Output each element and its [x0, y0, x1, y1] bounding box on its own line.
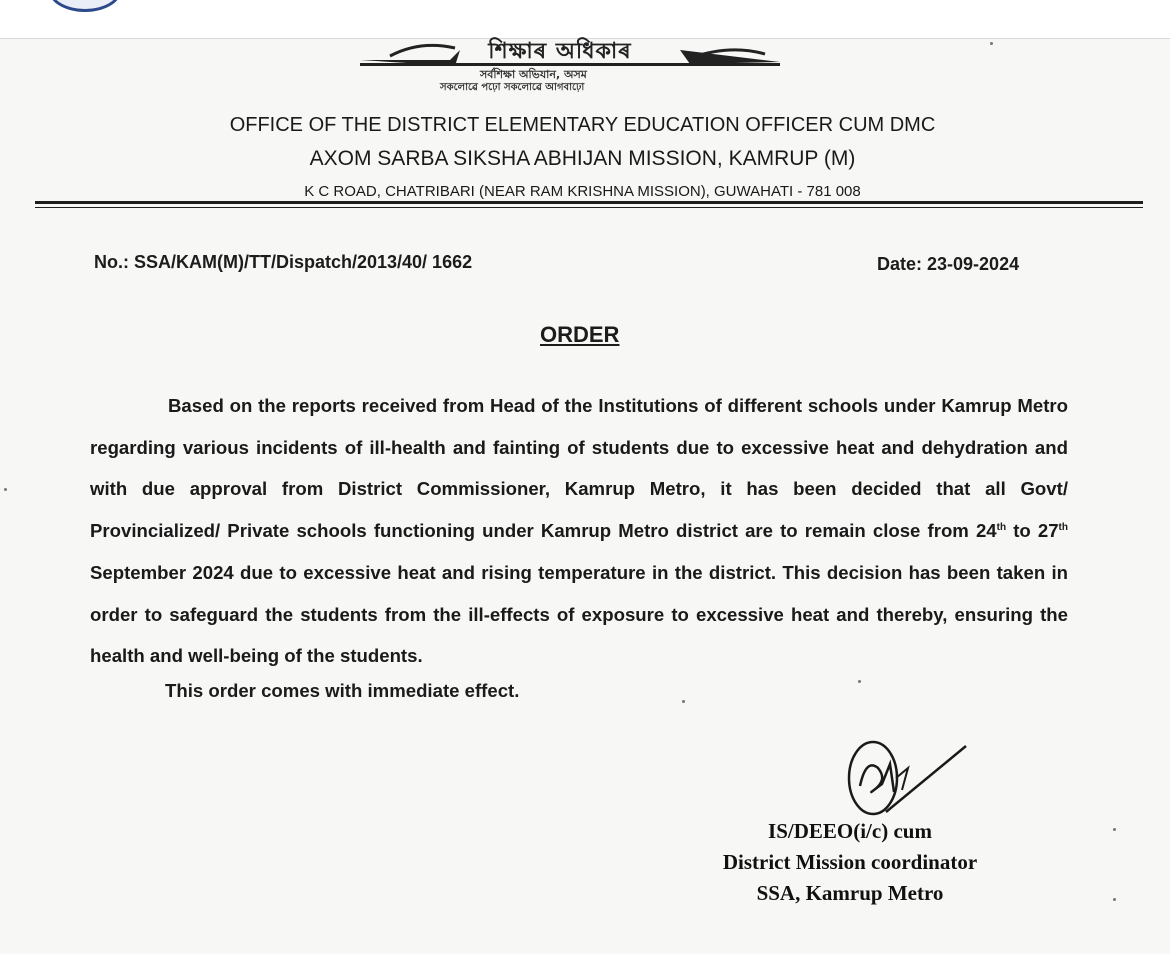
signatory-role: District Mission coordinator	[722, 850, 978, 874]
emblem-motto: সকলোৱে পঢ়ো সকলোৱে আগবাঢ়ো	[440, 82, 585, 93]
emblem-title: শিক্ষাৰ অধিকাৰ	[488, 39, 632, 64]
handwritten-signature	[838, 738, 973, 828]
signatory-designation: IS/DEEO(i/c) cum	[768, 819, 932, 843]
order-body-paragraph	[90, 385, 1068, 677]
header-rule-thin	[35, 207, 1143, 208]
reference-number: No.: SSA/KAM(M)/TT/Dispatch/2013/40/ 1662	[94, 252, 473, 272]
office-address: K C ROAD, CHATRIBARI (NEAR RAM KRISHNA MISSION), GUWAHATI - 781 008	[304, 183, 861, 200]
mission-name: AXOM SARBA SIKSHA ABHIJAN MISSION, KAMRUP (M)	[309, 147, 856, 170]
scan-speck	[858, 680, 861, 683]
ordinal-suffix: th	[996, 521, 1007, 533]
scan-speck	[682, 700, 685, 703]
order-effect-line: This order comes with immediate effect.	[165, 680, 520, 701]
header-rule-thick	[35, 201, 1143, 204]
signatory-block	[690, 816, 1010, 909]
viewer-top-bar	[0, 0, 1170, 39]
profile-avatar[interactable]	[48, 0, 122, 12]
ordinal-suffix: th	[1058, 521, 1068, 533]
order-title: ORDER	[540, 322, 620, 347]
scan-speck	[1113, 828, 1116, 831]
order-text-part3: September 2024 due to excessive heat and rising temperature in the district. This decision has been taken in order to safeguard the students from the ill-effects of exposure to excessive heat and thereby, ensuring the health and well-being of the students.	[90, 561, 1068, 667]
order-text-part2: to 27	[1006, 520, 1059, 542]
order-date: Date: 23-09-2024	[877, 254, 1020, 274]
scan-speck	[1113, 898, 1116, 901]
order-text-part1: Based on the reports received from Head of the Institutions of different schools under Kamrup Metro regarding various incidents of ill-health and fainting of students due to excessive heat and dehydration and with due approval from District Commissioner, Kamrup Metro, it has been decided that all Govt/ Provincialized/ Private schools functioning under Kamrup Metro district are to remain close from 24	[90, 395, 1068, 542]
emblem-subtitle: সৰ্বশিক্ষা অভিযান, অসম	[480, 68, 587, 81]
scan-speck	[4, 488, 7, 491]
signatory-office: SSA, Kamrup Metro	[756, 881, 944, 905]
office-name: OFFICE OF THE DISTRICT ELEMENTARY EDUCATION OFFICER CUM DMC	[229, 114, 936, 136]
scan-speck	[990, 42, 993, 45]
